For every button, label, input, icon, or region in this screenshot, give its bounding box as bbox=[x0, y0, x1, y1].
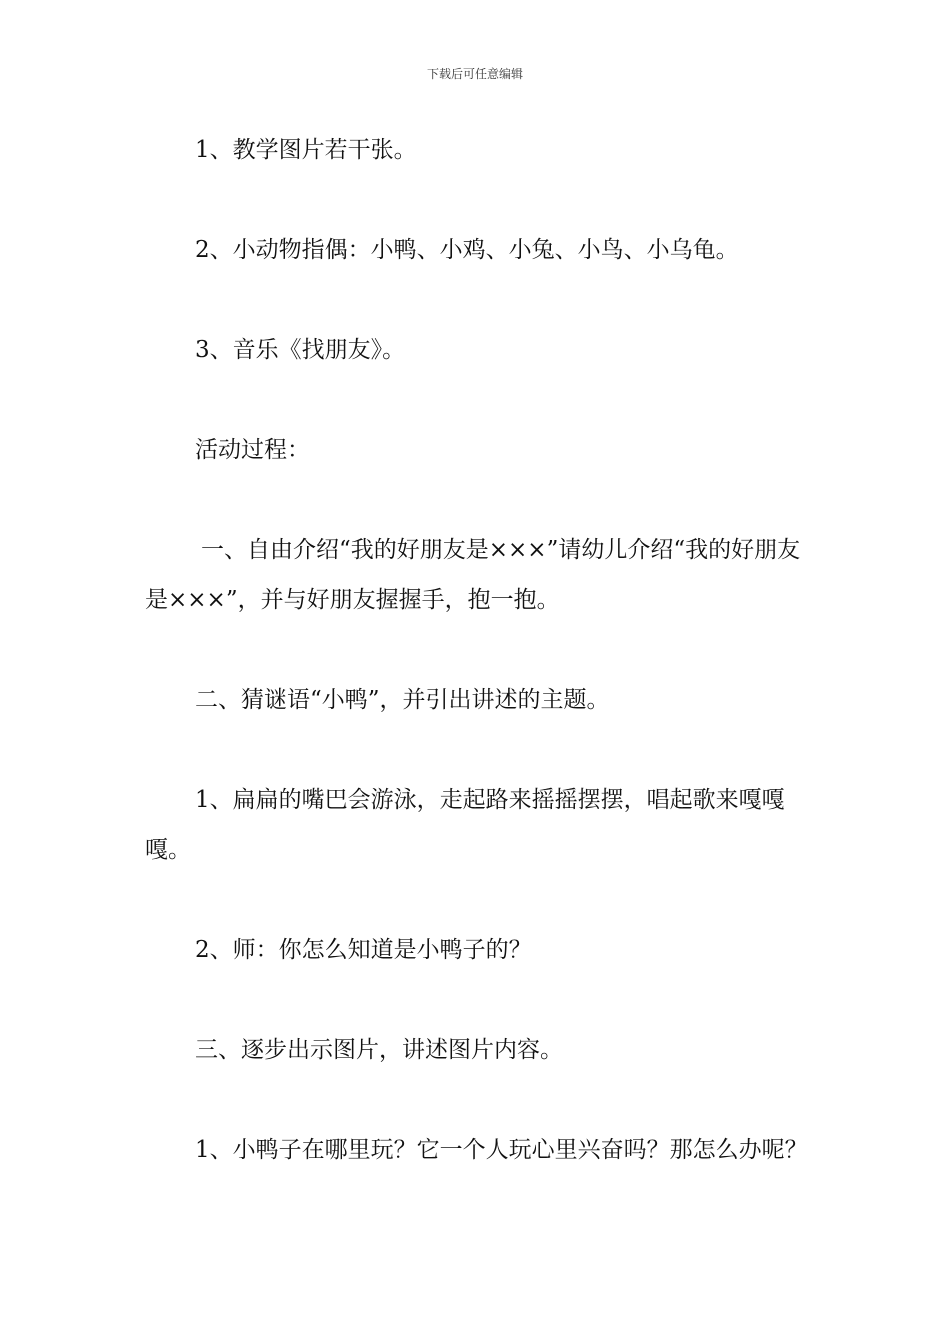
paragraph-step-2: 二、猜谜语“小鸭”，并引出讲述的主题。 bbox=[195, 687, 610, 713]
paragraph-picture-question: 1、小鸭子在哪里玩？它一个人玩心里兴奋吗？那怎么办呢？ bbox=[195, 1137, 808, 1163]
paragraph-teacher-question: 2、师：你怎么知道是小鸭子的？ bbox=[195, 937, 532, 963]
paragraph-materials-3: 3、音乐《找朋友》。 bbox=[195, 337, 406, 363]
paragraph-materials-1: 1、教学图片若干张。 bbox=[195, 137, 417, 163]
section-heading-activity-process: 活动过程： bbox=[195, 437, 310, 463]
paragraph-step-3: 三、逐步出示图片，讲述图片内容。 bbox=[195, 1037, 563, 1063]
paragraph-riddle: 1、扁扁的嘴巴会游泳，走起路来摇摇摆摆，唱起歌来嘎嘎嘎。 bbox=[145, 787, 785, 863]
page-header: 下载后可任意编辑 bbox=[426, 67, 523, 81]
paragraph-step-1: 一、自由介绍“我的好朋友是×××”请幼儿介绍“我的好朋友是×××”，并与好朋友握握手，抱一抱。 bbox=[145, 537, 801, 613]
paragraph-materials-2: 2、小动物指偶：小鸭、小鸡、小兔、小鸟、小乌龟。 bbox=[195, 237, 739, 263]
